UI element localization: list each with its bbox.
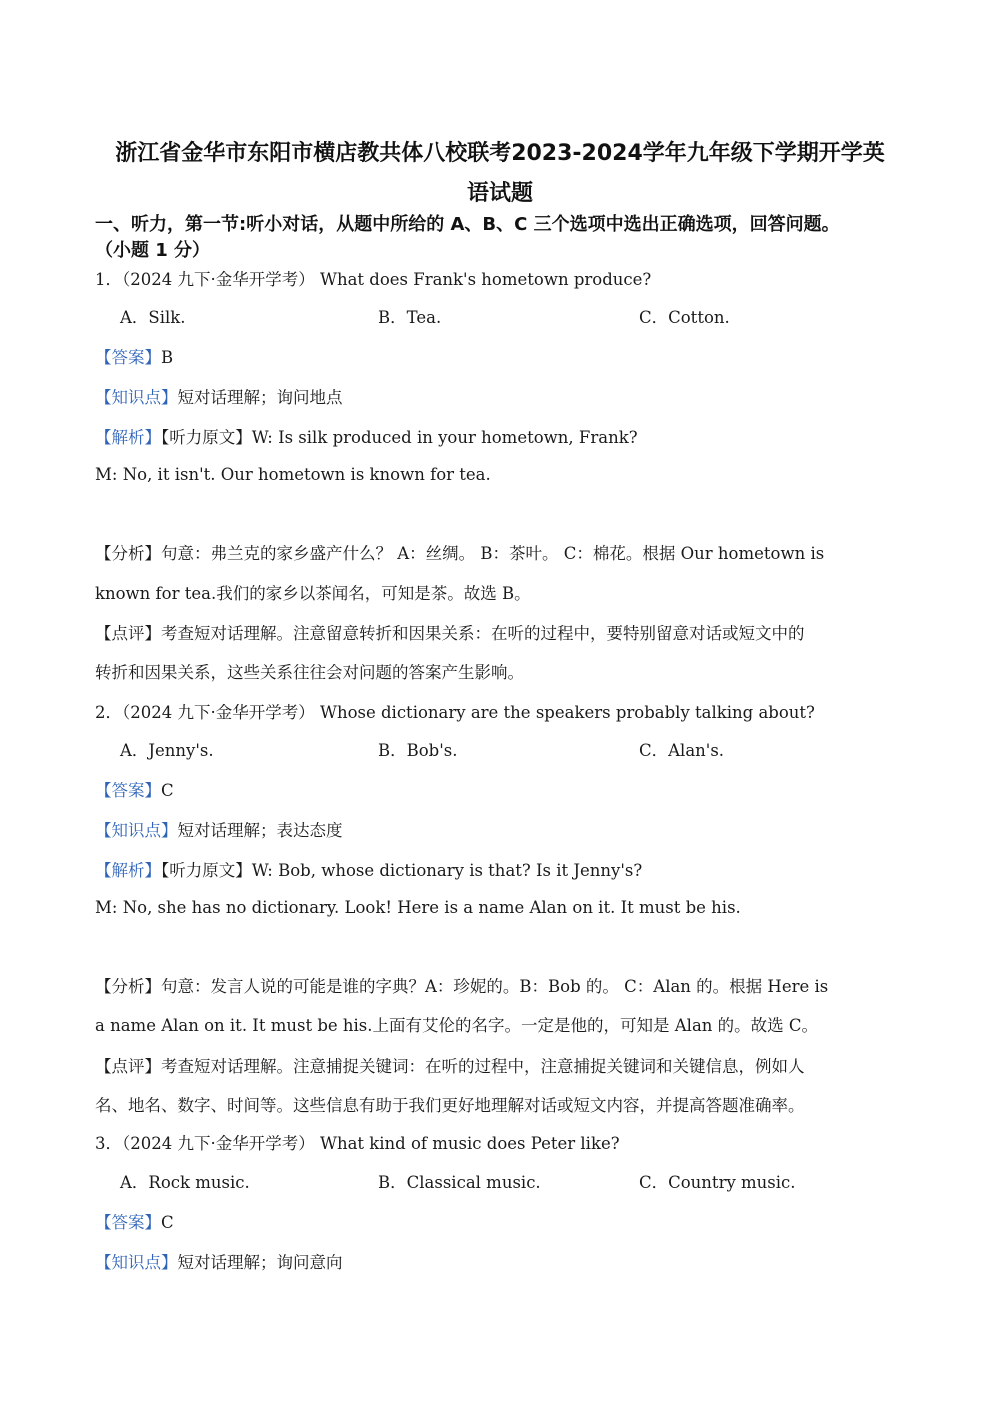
transcript-line-1: W: Bob, whose dictionary is that? Is it Jenny's?	[251, 861, 643, 880]
question-2-analysis-line-1: 【分析】句意：发言人说的可能是谁的字典？A：珍妮的。B：Bob 的。 C：Alan 的。根据 Here is	[95, 977, 829, 996]
question-source: （2024 九下·金华开学考）	[122, 703, 315, 722]
question-2-analysis-line-2: a name Alan on it. It must be his.上面有艾伦的名字。一定是他的，可知是 Alan 的。故选 C。	[95, 1016, 819, 1035]
knowledge-value: 短对话理解；询问地点	[177, 388, 343, 407]
answer-tag: 【答案】	[95, 781, 161, 800]
question-3-answer	[95, 1212, 174, 1234]
question-3-option-c: C．Country music.	[639, 1173, 796, 1192]
question-2-answer	[95, 780, 174, 802]
question-1-answer	[95, 347, 173, 369]
knowledge-tag: 【知识点】	[95, 821, 178, 840]
question-text: What does Frank's hometown produce?	[319, 270, 652, 289]
question-1-analysis-line-1: 【分析】句意：弗兰克的家乡盛产什么？ A：丝绸。 B：茶叶。 C：棉花。根据 Our hometown is	[95, 544, 825, 563]
question-1-explanation	[95, 427, 638, 449]
knowledge-tag: 【知识点】	[95, 1253, 178, 1272]
question-2-option-c: C．Alan's.	[639, 741, 725, 760]
knowledge-tag: 【知识点】	[95, 388, 178, 407]
question-number: 1．	[95, 270, 122, 289]
question-1-option-a: A．Silk.	[120, 308, 186, 327]
question-3-stem	[95, 1133, 620, 1155]
question-text: What kind of music does Peter like?	[319, 1134, 620, 1153]
transcript-line-1: W: Is silk produced in your hometown, Frank?	[251, 428, 638, 447]
transcript-label: 【听力原文】	[161, 861, 252, 880]
answer-value: C	[161, 781, 174, 800]
question-2-knowledge	[95, 820, 343, 842]
analysis-tag: 【解析】	[95, 428, 161, 447]
question-2-comment-line-1: 【点评】考查短对话理解。注意捕捉关键词：在听的过程中，注意捕捉关键词和关键信息，例如人	[95, 1057, 805, 1076]
question-number: 3．	[95, 1134, 122, 1153]
analysis-tag: 【解析】	[95, 861, 161, 880]
question-2-stem	[95, 702, 815, 724]
question-2-explanation	[95, 860, 642, 882]
answer-value: C	[161, 1213, 174, 1232]
question-1-comment-line-1: 【点评】考查短对话理解。注意留意转折和因果关系：在听的过程中，要特别留意对话或短文中的	[95, 624, 805, 643]
question-source: （2024 九下·金华开学考）	[122, 270, 315, 289]
question-1-analysis-line-2: known for tea.我们的家乡以茶闻名，可知是茶。故选 B。	[95, 584, 531, 603]
question-1-transcript-line-2: M: No, it isn't. Our hometown is known for tea.	[95, 465, 491, 484]
question-2-comment-line-2: 名、地名、数字、时间等。这些信息有助于我们更好地理解对话或短文内容，并提高答题准确率。	[95, 1096, 805, 1115]
question-2-option-b: B．Bob's.	[378, 741, 458, 760]
question-3-option-a: A．Rock music.	[120, 1173, 250, 1192]
knowledge-value: 短对话理解；表达态度	[177, 821, 343, 840]
question-3-option-b: B．Classical music.	[378, 1173, 541, 1192]
page-title-line-1: 浙江省金华市东阳市横店教共体八校联考2023-2024学年九年级下学期开学英	[115, 141, 885, 166]
answer-tag: 【答案】	[95, 348, 161, 367]
question-1-option-b: B．Tea.	[378, 308, 442, 327]
question-source: （2024 九下·金华开学考）	[122, 1134, 315, 1153]
question-2-option-a: A．Jenny's.	[120, 741, 214, 760]
answer-value: B	[161, 348, 174, 367]
page-title-line-2: 语试题	[466, 181, 533, 206]
question-2-transcript-line-2: M: No, she has no dictionary. Look! Here is a name Alan on it. It must be his.	[95, 898, 741, 917]
question-1-comment-line-2: 转折和因果关系，这些关系往往会对问题的答案产生影响。	[95, 663, 524, 682]
knowledge-value: 短对话理解；询问意向	[177, 1253, 343, 1272]
transcript-label: 【听力原文】	[161, 428, 252, 447]
question-1-knowledge	[95, 387, 343, 409]
question-1-stem	[95, 269, 651, 291]
question-text: Whose dictionary are the speakers probably talking about?	[319, 703, 815, 722]
answer-tag: 【答案】	[95, 1213, 161, 1232]
question-1-option-c: C．Cotton.	[639, 308, 730, 327]
question-3-knowledge	[95, 1252, 343, 1274]
section-heading-line-2: （小题 1 分）	[95, 240, 211, 261]
question-number: 2．	[95, 703, 122, 722]
section-heading-line-1: 一、听力，第一节:听小对话，从题中所给的 A、B、C 三个选项中选出正确选项，回答问题。	[95, 214, 840, 235]
